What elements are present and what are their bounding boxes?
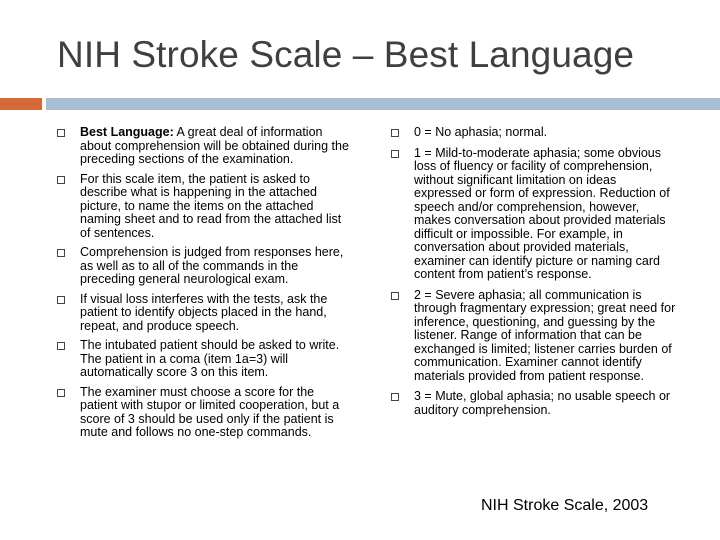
square-bullet-icon (57, 129, 65, 137)
square-bullet-icon (57, 296, 65, 304)
item-text: For this scale item, the patient is asked to describe what is happening in the attached picture, to name the items on the attached naming sheet and to read from the attached list of sentences. (80, 171, 342, 240)
square-bullet-icon (391, 393, 399, 401)
square-bullet-icon (57, 342, 65, 350)
item-text: 1 = Mild-to-moderate aphasia; some obvious loss of fluency or facility of comprehension, without significant limitation on ideas expressed or form of expression. Reduction of speech and/or comprehension, however, makes conversation about provided materials difficult or impossible. For example, in conversation about provided materials, examiner can identify picture or naming card content from patient’s response. (414, 145, 670, 281)
list-item (391, 126, 676, 140)
square-bullet-icon (391, 129, 399, 137)
item-text: 0 = No aphasia; normal. (414, 125, 548, 139)
item-text: 3 = Mute, global aphasia; no usable speech or auditory comprehension. (414, 389, 671, 417)
square-bullet-icon (57, 249, 65, 257)
list-item (57, 173, 352, 241)
list-item (57, 126, 352, 167)
left-bullet-list (57, 126, 352, 440)
item-text: The examiner must choose a score for the patient with stupor or limited cooperation, but a score of 3 should be used only if the patient is mute and follows no one-step commands. (80, 384, 340, 439)
square-bullet-icon (391, 150, 399, 158)
list-item (391, 289, 676, 384)
right-bullet-list (391, 126, 676, 417)
title-rule-accent (0, 98, 42, 110)
list-item (391, 147, 676, 282)
list-item (57, 293, 352, 334)
item-text: Comprehension is judged from responses here, as well as to all of the commands in the preceding general neurological exam. (80, 245, 344, 286)
item-text: If visual loss interferes with the tests, ask the patient to identify objects placed in the hand, repeat, and produce speech. (80, 291, 328, 333)
item-label: Best Language: (80, 125, 174, 139)
item-text: The intubated patient should be asked to write. The patient in a coma (item 1a=3) will automatically score 3 on this item. (80, 338, 340, 379)
square-bullet-icon (57, 389, 65, 397)
list-item (57, 386, 352, 440)
title-rule-bar (46, 98, 720, 110)
square-bullet-icon (391, 292, 399, 300)
item-text: A great deal of information about comprehension will be obtained during the preceding sections of the examination. (80, 125, 349, 166)
list-item (57, 246, 352, 287)
square-bullet-icon (57, 176, 65, 184)
list-item (391, 390, 676, 417)
citation: NIH Stroke Scale, 2003 (481, 497, 649, 514)
page-title: NIH Stroke Scale – Best Language (57, 34, 635, 75)
item-text: 2 = Severe aphasia; all communication is through fragmentary expression; great need for inference, questioning, and guessing by the listener. Range of information that can be exchanged is limited; listener carries burden of communication. Examiner cannot identify materials provided from patient response. (414, 287, 676, 383)
list-item (57, 339, 352, 380)
